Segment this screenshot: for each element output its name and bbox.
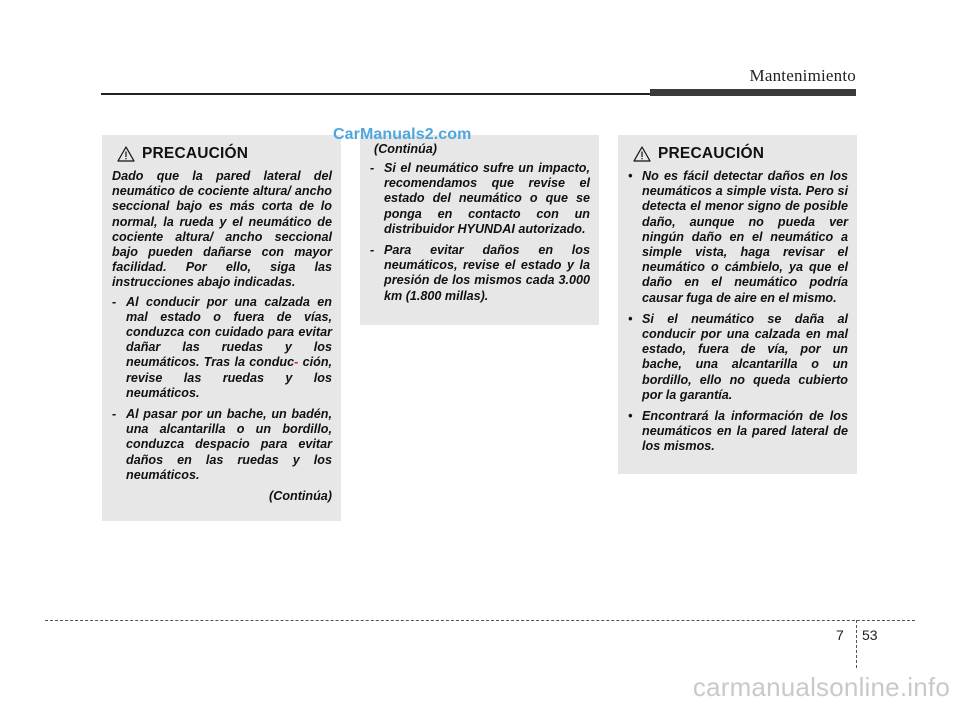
list-item-text	[126, 295, 332, 401]
list-item-text: Si el neumático se daña al conducir por una calzada en mal estado, fuera de vía, por un bache, una alcantarilla o un bordillo, ello no queda cubierto por la garantía.	[642, 311, 848, 402]
warning-triangle-icon	[633, 146, 651, 162]
bottom-watermark: carmanualsonline.info	[692, 672, 950, 702]
caution-box-right	[618, 135, 857, 474]
list-item-text: Encontrará la información de los neumáticos en la pared lateral de los mismos.	[642, 409, 848, 454]
bullet-marker: •	[628, 311, 633, 326]
list-item	[370, 243, 590, 304]
list-item-text: No es fácil detectar daños en los neumáticos a simple vista. Pero si detecta el menor signo de posible daño, aunque no pueda ver ningún daño en el neumático a simple vista, haga revisar el neumático o cámbielo, ya que el daño en el neumático podría causar fuga de aire en el mismo.	[642, 169, 848, 305]
list-item-text-part: ción, revise las ruedas y los neumáticos.	[126, 355, 333, 400]
list-item-text: Para evitar daños en los neumáticos, revise el estado y la presión de los mismos cada 3.000 km (1.800 millas).	[384, 243, 590, 303]
page-number: 53	[862, 627, 878, 643]
bullet-marker: •	[628, 409, 633, 424]
list-item	[628, 169, 848, 306]
site-watermark: CarManuals2.com	[333, 126, 472, 143]
caution-heading	[117, 145, 332, 163]
page-header-title: Mantenimiento	[749, 66, 856, 85]
caution-heading	[633, 145, 848, 163]
footer-dashed-rule	[45, 620, 915, 621]
list-item	[112, 295, 332, 401]
bullet-marker: •	[628, 169, 633, 183]
caution-box-left	[102, 135, 341, 521]
header-rule-thick	[650, 89, 856, 96]
list-item-text: Al pasar por un bache, un badén, una alcantarilla o un bordillo, conduzca despacio para evitar daños en las ruedas y los neumáticos.	[126, 407, 332, 482]
dash-marker: -	[112, 407, 117, 422]
dash-marker: -	[112, 294, 117, 309]
chapter-number: 7	[836, 627, 844, 643]
caution-title: PRECAUCIÓN	[658, 145, 765, 162]
list-item-text: Si el neumático sufre un impacto, recomendamos que revise el estado del neumático o que se ponga en contacto con un distribuidor HYUNDAI autorizado.	[384, 161, 590, 236]
list-item	[370, 161, 590, 237]
dash-marker: -	[370, 161, 375, 175]
list-item	[628, 312, 848, 403]
continued-label: (Continúa)	[374, 142, 437, 156]
list-item	[628, 409, 848, 455]
hyphen-mark: -	[294, 355, 299, 370]
caution-box-middle	[360, 135, 599, 325]
list-item-text-part: Al conducir por una calzada en mal estado o fuera de vías, conduzca con cuidado para evitar dañar las ruedas y los neumáticos. Tras la conduc	[126, 294, 332, 370]
caution-intro-text: Dado que la pared lateral del neumático de cociente altura/ ancho seccional bajo es más corta de lo normal, la rueda y el neumático de cociente altura/ ancho seccional bajo pueden dañarse con mayor facilidad. Por ello, siga las instrucciones abajo indicadas.	[112, 169, 332, 290]
header-rule-thin	[101, 93, 651, 95]
continues-label: (Continúa)	[269, 489, 332, 504]
dash-marker: -	[370, 243, 375, 258]
list-item	[112, 407, 332, 483]
caution-title: PRECAUCIÓN	[142, 145, 249, 162]
warning-triangle-icon	[117, 146, 135, 162]
footer-dashed-divider	[856, 620, 857, 668]
